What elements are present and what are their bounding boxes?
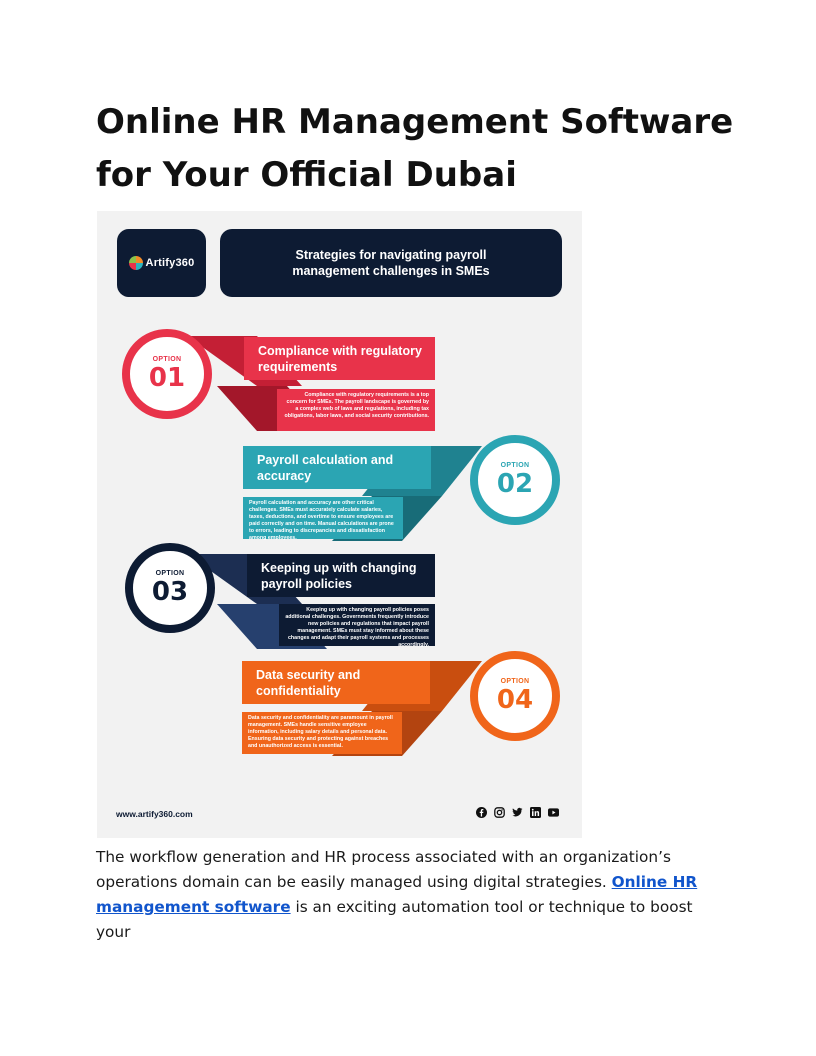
facebook-icon [476, 807, 487, 818]
online-hr-software-link[interactable]: Online HR management software [96, 873, 698, 916]
artify-logo-icon [129, 256, 143, 270]
footer-website-url: www.artify360.com [116, 809, 193, 819]
option-03-badge [125, 543, 215, 633]
option-04-word: OPTION [500, 678, 530, 685]
option-01-number: 01 [148, 363, 186, 393]
option-01-title: Compliance with regulatory requirements [244, 337, 435, 380]
paragraph-text-start: The workflow generation and HR process associated with an organization’s operations domain can be easily managed using digital strategies. [96, 848, 671, 891]
option-04-badge [470, 651, 560, 741]
linkedin-icon [530, 807, 541, 818]
option-03-number: 03 [151, 577, 189, 607]
option-03-title: Keeping up with changing payroll policies [247, 554, 435, 597]
twitter-icon [512, 807, 523, 818]
instagram-icon [494, 807, 505, 818]
logo-text: Artify360 [145, 257, 195, 269]
paragraph-text-end: is an exciting automation tool or technique to boost your [96, 898, 693, 941]
option-02-description: Payroll calculation and accuracy are other critical challenges. SMEs must accurately calculate salaries, taxes, deductions, and overtime to ensure employees are paid correctly and on time. Manual calculations are prone to errors, leading to discrepancies and dissatisfaction among employees. [243, 497, 403, 539]
option-01-badge [122, 329, 212, 419]
logo-badge [117, 229, 206, 297]
option-04-number: 04 [496, 685, 534, 715]
option-03-description: Keeping up with changing payroll policies poses additional challenges. Governments frequently introduce new policies and regulations that impact payroll management. SMEs must stay informed about these changes and adapt their payroll systems and processes accordingly. [279, 604, 435, 646]
option-02-title: Payroll calculation and accuracy [243, 446, 431, 489]
option-01-description: Compliance with regulatory requirements is a top concern for SMEs. The payroll landscape is governed by a complex web of laws and regulations, including tax obligations, labor laws, and social security contributions. [277, 389, 435, 431]
option-04-title: Data security and confidentiality [242, 661, 430, 704]
option-03-word: OPTION [155, 570, 185, 577]
document-title: Online HR Management Software for Your Official Dubai [96, 102, 734, 195]
option-02-word: OPTION [500, 462, 530, 469]
option-04-description: Data security and confidentiality are paramount in payroll management. SMEs handle sensitive employee information, including salary details and personal data. Ensuring data security and protecting against breaches and unauthorized access is essential. [242, 712, 402, 754]
body-paragraph [96, 845, 726, 945]
option-02-number: 02 [496, 469, 534, 499]
option-02-badge [470, 435, 560, 525]
youtube-icon [548, 807, 559, 818]
infographic-header [220, 229, 562, 297]
infographic-header-text: Strategies for navigating payroll management challenges in SMEs [292, 248, 490, 278]
infographic-image [97, 211, 582, 838]
option-01-word: OPTION [152, 356, 182, 363]
